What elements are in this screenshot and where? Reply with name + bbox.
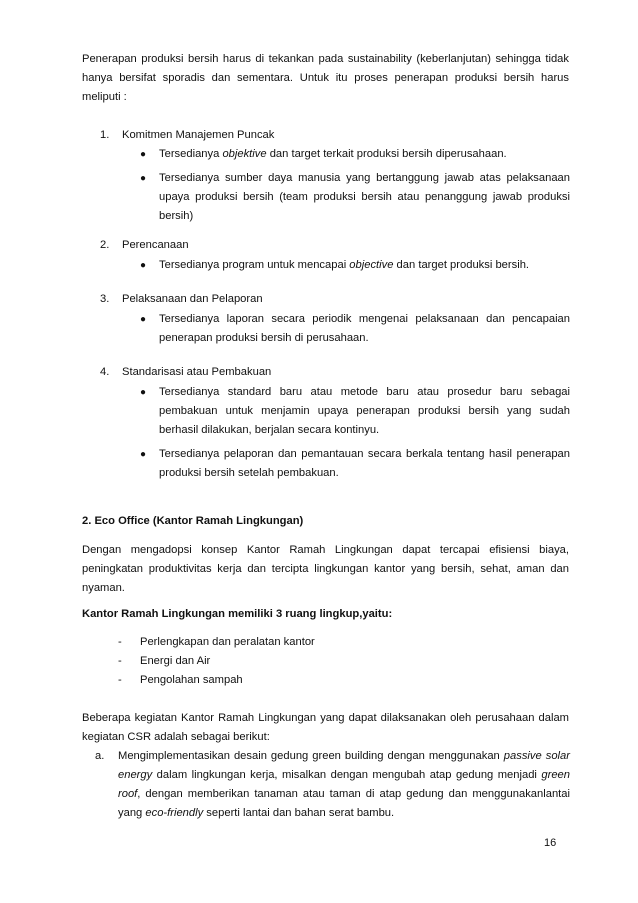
dash-icon: - <box>118 636 122 648</box>
bullet-icon: ● <box>140 449 147 460</box>
step-2-number: 2. <box>100 239 110 251</box>
section-heading: 2. Eco Office (Kantor Ramah Lingkungan) <box>82 515 304 527</box>
step-3-title <box>100 290 570 309</box>
page-number: 16 <box>544 837 557 849</box>
list-item: - Perlengkapan dan peralatan kantor <box>118 633 548 652</box>
step-2-bullets <box>140 256 570 280</box>
scope-heading: Kantor Ramah Lingkungan memiliki 3 ruang lingkup,yaitu: <box>82 608 393 620</box>
step-4-bullets <box>140 383 570 488</box>
step-3-label: Pelaksanaan dan Pelaporan <box>122 293 263 305</box>
list-item: - Energi dan Air <box>118 652 548 671</box>
list-item: ● Tersedianya standard baru atau metode baru atau prosedur baru sebagai pembakuan untuk menjamin upaya penerapan produksi bersih yang sudah berhasil dilakukan, berjalan secara kontinyu. <box>140 383 570 440</box>
bullet-icon: ● <box>140 314 147 325</box>
step-1-label: Komitmen Manajemen Puncak <box>122 129 275 141</box>
step-4-title <box>100 363 570 382</box>
step-3-number: 3. <box>100 293 110 305</box>
list-item: ● Tersedianya pelaporan dan pemantauan secara berkala tentang hasil penerapan produksi bersih setelah pembakuan. <box>140 445 570 483</box>
step-4-label: Standarisasi atau Pembakuan <box>122 366 272 378</box>
scope-list <box>118 633 548 690</box>
list-item: ● Tersedianya sumber daya manusia yang bertanggung jawab atas pelaksanaan upaya produksi bersih (team produksi bersih atau penanggung jawab produksi bersih) <box>140 169 570 226</box>
list-item: - Pengolahan sampah <box>118 671 548 690</box>
bullet-icon: ● <box>140 260 147 271</box>
activities-intro: Beberapa kegiatan Kantor Ramah Lingkungan yang dapat dilaksanakan oleh perusahaan dalam kegiatan CSR adalah sebagai berikut: <box>82 712 569 743</box>
list-item: ● Tersedianya laporan secara periodik mengenai pelaksanaan dan pencapaian penerapan produksi bersih di perusahaan. <box>140 310 570 348</box>
dash-icon: - <box>118 655 122 667</box>
bullet-icon: ● <box>140 173 147 184</box>
step-4-number: 4. <box>100 366 110 378</box>
activity-a: a. Mengimplementasikan desain gedung green building dengan menggunakan passive solar energy dalam lingkungan kerja, misalkan dengan mengubah atap gedung menjadi green roof, dengan memberikan tanaman atau taman di atap gedung dan menggunakanlantai yang eco-friendly seperti lantai dan bahan serat bambu. <box>100 747 570 823</box>
step-2-label: Perencanaan <box>122 239 189 251</box>
intro-paragraph: Penerapan produksi bersih harus di tekankan pada sustainability (keberlanjutan) sehingga tidak hanya bersifat sporadis dan sementara. Untuk itu proses penerapan produksi bersih harus meliputi : <box>82 53 569 103</box>
bullet-icon: ● <box>140 149 147 160</box>
step-1-bullets <box>140 145 570 231</box>
dash-icon: - <box>118 674 122 686</box>
step-1-title <box>100 126 570 145</box>
activity-a-letter: a. <box>95 750 105 762</box>
step-3-bullets <box>140 310 570 353</box>
list-item: ● Tersedianya objektive dan target terkait produksi bersih diperusahaan. <box>140 145 570 164</box>
bullet-icon: ● <box>140 387 147 398</box>
eco-office-paragraph: Dengan mengadopsi konsep Kantor Ramah Lingkungan dapat tercapai efisiensi biaya, peningkatan produktivitas kerja dan tercipta lingkungan kantor yang bersih, sehat, aman dan nyaman. <box>82 544 569 594</box>
step-1-number: 1. <box>100 129 110 141</box>
list-item: ● Tersedianya program untuk mencapai objective dan target produksi bersih. <box>140 256 570 275</box>
step-2-title <box>100 236 570 255</box>
